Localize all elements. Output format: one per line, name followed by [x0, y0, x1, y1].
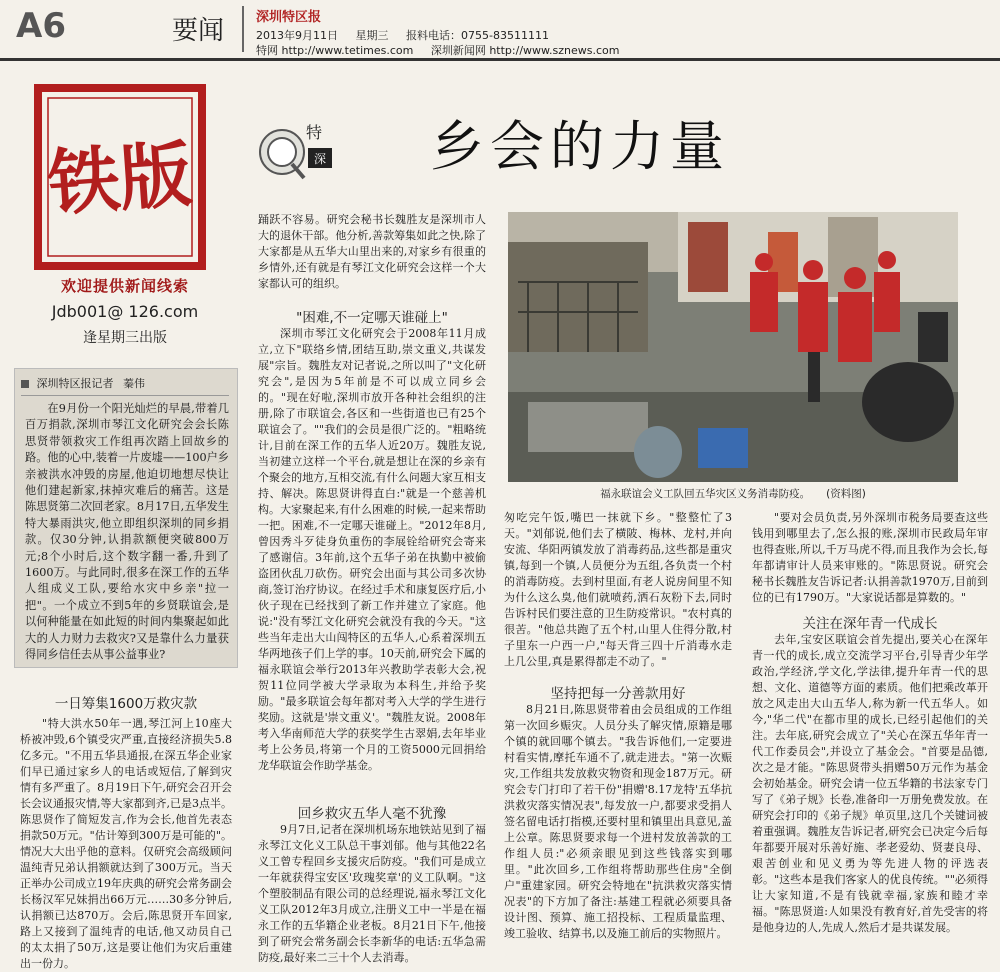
- feature-badge-te: 特: [306, 123, 323, 142]
- paragraph: 踊跃不容易。研究会秘书长魏胜友是深圳市人大的退休干部。他分析,善款筹集如此之快,除了大家都是从五华大山里出来的,对家乡有很重的乡情外,还有就是有琴江文化研究会这样一个大家都认可的组织。: [258, 213, 486, 290]
- feature-badge: [256, 112, 346, 192]
- paragraph: 8月21日,陈思贤带着由会员组成的工作组第一次回乡赈灾。人员分头了解灾情,原籍是哪个镇的就回哪个镇去。"我告诉他们,一定要进村看实情,摩托车通不了,就走进去。"第一次赈灾,工作组共发放救灾物资和现金187万元。研究会专门打印了若干份"捐赠'8.17龙特'五华抗洪救灾落实情况表",每发放一户,都要求受捐人签名留电话打指模,还要村里和镇里出具意见,盖上公章。陈思贤要求每一个进村发放善款的工作组人员:"必须亲眼见到这些钱落实到哪里。"此次回乡,工作组将帮助那些住房"全倒户"重建家园。研究会特地在"抗洪救灾落实情况表"的下方加了备注:基建工程就必须要具备设计图、预算、施工招投标、工程质量监理、竣工验收、结算书,以及施工前后的实物照片。: [504, 703, 732, 940]
- news-hotline: 报料电话：0755-83511111: [406, 29, 549, 42]
- subhead-4: 坚持把每一分善款用好: [550, 686, 686, 702]
- header-divider: [242, 6, 244, 52]
- page-header: [0, 0, 1000, 60]
- issue-weekday: 星期三: [355, 29, 389, 42]
- column-logo-text: 铁版: [44, 131, 195, 226]
- byline-label: 深圳特区报记者: [36, 377, 114, 390]
- byline-name: 蓁伟: [123, 377, 145, 390]
- news-tips-block: [30, 275, 220, 347]
- article-text-col3b: [504, 702, 732, 948]
- subhead-3: 回乡救灾五华人毫不犹豫: [297, 806, 447, 822]
- paragraph: 匆吃完午饭,嘴巴一抹就下乡。"整整忙了3天。"刘郁说,他们去了横陂、梅林、龙村,并向安流、华阳两镇发放了消毒药品,这些都是重灾镇,每到一个镇,人员便分为五组,各负责一个村的消毒防疫。去到村里面,有老人说房间里不知为什么这么臭,他们就喷药,洒石灰粉下去,同时告诉村民们要注意的卫生防疫常识。"农村真的很苦。"他总共跑了五个村,山里人住得分散,村子里东一户西一户,"每天背三四十斤消毒水走上几公里,真是累得都走不动了。": [504, 511, 732, 668]
- subhead-5: 关注在深年青一代成长: [802, 616, 938, 632]
- paragraph: 去年,宝安区联谊会首先提出,要关心在深年青一代的成长,成立交流学习平台,引导青少年学政治,学经济,学文化,学法律,提升年青一代的思想、文化、道德等方面的素质。他们把乘改革开放之风走出大山五华人,称为新一代五华人。如今,"华二代"在都市里的成长,已经引起他们的关注。去年底,研究会成立了"关心在深五华年青一代工作委员会",并设立了基金会。"首要是品德,次之是才能。"陈思贤带头捐赠50万元作为基金会初始基金。研究会请一位五华籍的书法家专门写了《弟子规》长卷,准备印一万册免费发放。在研究会打印的《弟子规》单页里,这几个关键词被着重强调。魏胜友告诉记者,研究会已决定今后每年都要开展对乐善好施、孝老爱幼、贤妻良母、艰苦创业和见义勇为等先进人物的评选表彰。"这些本是我们客家人的优良传统。""必须得让大家知道,不是有钱就幸福,家族和睦才幸福。"陈思贤道:人如果没有教育好,首先受害的将是他身边的人,先成人,然后才是共谋发展。: [752, 633, 988, 934]
- article-text-col2c: [258, 822, 486, 964]
- section-name: 要闻: [172, 16, 225, 46]
- paper-name: 深圳特区报: [256, 10, 322, 25]
- photo-caption-text: 福永联谊会义工队回五华灾区义务消毒防疫。: [600, 488, 811, 500]
- article-text-col3a: [504, 510, 732, 682]
- byline-marker-icon: [21, 380, 29, 388]
- header-rule: [0, 58, 1000, 61]
- header-meta-line2: [256, 42, 633, 58]
- photo-caption: [508, 486, 958, 501]
- article-text-col4a: [752, 510, 988, 602]
- paragraph: "特大洪水50年一遇,琴江河上10座大桥被冲毁,6个镇受灾严重,直接经济损失5.8亿多元。"不用五华县通报,在深五华企业家们早已通过家乡人的电话或短信,了解到灾情有多严重了。8月19日下午,研究会召开会长会议通报灾情,等大家都到齐,已是3点半。陈思贤作了简短发言,作为会长,他首先表态捐款50万元。"估计筹到300万是可能的"。情况大大出乎他的意料。仅研究会高级顾问温纯青兄弟认捐额就达到了300万元。当天正举办公司成立19年庆典的研究会常务副会长杨汉军兄妹捐出66万元……30多分钟后,认捐额已达870万。会后,陈思贤开车回家,路上又接到了温纯青的电话,他又动员自己的太太捐了50万,这是要让他们为灾后重建出一份力。: [20, 717, 232, 970]
- website-link-1[interactable]: 特网 http://www.tetimes.com: [256, 44, 414, 57]
- intro-box: [14, 368, 238, 668]
- headline: 乡会的力量: [430, 115, 730, 178]
- column-logo: [32, 82, 208, 272]
- feature-badge-shen: 深: [313, 152, 327, 166]
- page-number: A6: [16, 6, 66, 46]
- photo-source: (资料图): [826, 488, 866, 500]
- website-link-2[interactable]: 深圳新闻网 http://www.sznews.com: [430, 44, 620, 57]
- paragraph: 9月7日,记者在深圳机场东地铁站见到了福永琴江文化义工队总干事刘郁。他与其他22名义工曾专程回乡支援灾后防疫。"我们可是成立一年就获得宝安区'玫瑰奖章'的义工队啊。"这个塑胶制品有限公司的总经理说,福永琴江文化义工队2012年3月成立,注册义工中一半是在福永工作的五华籍企业老板。8月21日下午,他接到了研究会常务副会长李新华的电话:五华急需防疫,最好来二三十个人去消毒。: [258, 823, 486, 964]
- intro-text: 在9月份一个阳光灿烂的早晨,带着几百万捐款,深圳市琴江文化研究会会长陈思贤带领救灾工作组再次踏上回故乡的路。他的心中,装着一片废墟——100户乡亲被洪水冲毁的房屋,他迫切地想尽快让他们建起新家,抹掉灾难后的痛苦。这是陈思贤第二次回老家。8月17日,五华发生特大暴雨洪灾,他立即组织深圳的同乡捐款。仅30分钟,认捐款额便突破800万元;8个小时后,这个数字翻一番,升到了1600万。与此同时,很多在深工作的五华人组成义工队,要给水灾中乡亲"拉一把"。一个成立不到5年的乡贤联谊会,是以何种能量在如此短的时间内集聚起如此大的人力财力去救灾?又是靠什么力量获得同乡信任去从事公益事业?: [25, 402, 229, 662]
- paragraph: 深圳市琴江文化研究会于2008年11月成立,立下"联络乡情,团结互助,崇文重义,共谋发展"宗旨。魏胜友对记者说,之所以叫了"文化研究会",是因为5年前是不可以成立同乡会的。"现在好啦,深圳市放开各种社会组织的注册,除了市联谊会,各区和一些街道也已有25个联谊会了。""我们的会员是很广泛的。"粗略统计,目前在深工作的五华人近20万。魏胜友说,当初建立这样一个平台,就是想让在深的乡亲有个聚会的地方,互相交流,有什么问题大家互相支持、解决。陈思贤讲得直白:"就是一个慈善机构。大家聚起来,有什么困难的时候,一起来帮助一把。困难,不一定哪天谁碰上。"2012年8月,曾因秀斗歹徒身负重伤的李展铨给研究会寄来了感谢信。3年前,这个五华子弟在执勤中被偷盗团伙乱刀砍伤。研究会出面与其公司多次协商,签订治疗协议。在经过手术和康复医疗后,小伙子现在已经找到了新工作并建立了家庭。他说:"没有琴江文化研究会就没有我的今天。"这些当年走出大山闯特区的五华人,心系着深圳五华两地孩子们上学的事。10天前,研究会下属的福永联谊会举行2013年兴教助学表彰大会,祝贺11位同学被大学录取为本科生,并给予奖励。"最多联谊会每年都对考入大学的学生进行奖励。这就是'崇文重义'。"魏胜友说。2008年考入华南师范大学的获奖学生古翠娟,去年毕业考上公务员,将第一个月的工资5000元回捐给龙华联谊会作助学基金。: [258, 327, 486, 772]
- subhead-2: "困难,不一定哪天谁碰上": [296, 310, 448, 326]
- article-text-col2b: [258, 326, 486, 800]
- news-photo: [508, 212, 958, 482]
- news-tips-email[interactable]: Jdb001@ 126.com: [51, 302, 199, 321]
- subhead-1: 一日筹集1600万救灾款: [54, 696, 198, 712]
- publish-schedule: 逢星期三出版: [83, 330, 167, 346]
- issue-date: 2013年9月11日: [256, 29, 338, 42]
- article-text-col2a: [258, 212, 486, 304]
- byline: [21, 375, 229, 396]
- paragraph: "要对会员负责,另外深圳市税务局要查这些钱用到哪里去了,怎么报的账,深圳市民政局年审也得查账,所以,千万马虎不得,而且我作为会长,每年都请审计人员来审账的。"陈思贤说。研究会秘书长魏胜友告诉记者:认捐善款1970万,目前到位的已有1790万。"大家说话都是算数的。": [752, 511, 988, 604]
- article-text-col4b: [752, 632, 988, 948]
- header-meta-line1: [256, 27, 563, 43]
- news-tips-label: 欢迎提供新闻线索: [60, 277, 189, 295]
- article-text-col1: [20, 716, 232, 970]
